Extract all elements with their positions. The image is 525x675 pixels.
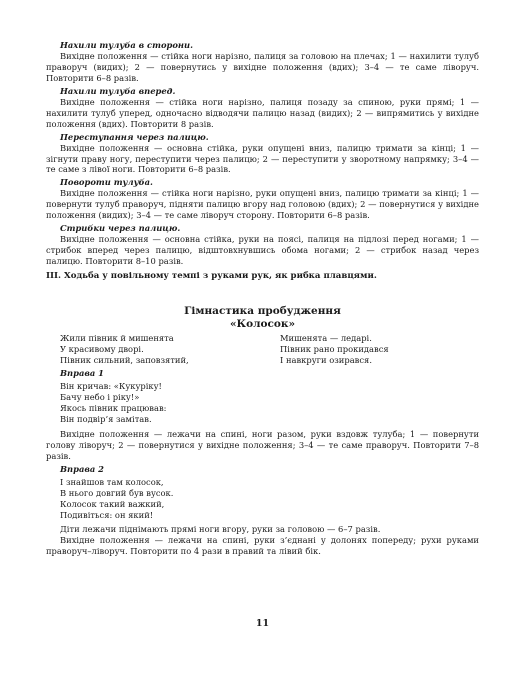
verse-line: Він кричав: «Кукуріку!	[60, 381, 162, 392]
verse-line: Подивіться: он який!	[60, 509, 154, 520]
exercise-heading: Нахили тулуба вперед.	[60, 85, 176, 96]
verse-line: Колосок такий важкий,	[60, 498, 165, 509]
verse-line: Якось півник працював:	[60, 403, 167, 414]
verse-line: Бачу небо і ріку!»	[60, 392, 140, 403]
poem-left-column	[60, 333, 280, 366]
poem-line: Мишенята — ледарі.	[280, 333, 372, 344]
exercise-2	[46, 464, 479, 557]
exercise-1	[46, 368, 479, 462]
exercise-text: Вихідне положення — стійка ноги нарізно, руки опущені вниз, палицю тримати за кінці; 1 — повернути тулуб праворуч, підняти палицю вгору над головою (вдих); 2 — повернутися у вихідне положення (видих); 3–4 — те саме ліворуч сторону. Повторити 6–8 разів.	[46, 188, 479, 221]
verse-line: І знайшов там колосок,	[60, 476, 164, 487]
poem-line: У красивому дворі.	[60, 344, 144, 355]
exercise-tilt-forward	[46, 86, 479, 130]
exercise-jumps	[46, 223, 479, 267]
exercise-tilt-sides	[46, 40, 479, 84]
poem-line: Півник рано прокидався	[280, 344, 389, 355]
poem-right-column	[280, 333, 479, 366]
exercise-text: Вихідне положення — основна стійка, руки опущені вниз, палицю тримати за кінці; 1 — зігнути праву ногу, переступити через палицю; 2 — переступити у зворотному напрямку; 3–4 — те саме з лівої ноги. Повторити 6–8 разів.	[46, 142, 479, 175]
exercise-text: Вихідне положення — стійка ноги нарізно, палиця за головою на плечах; 1 — нахилити тулуб праворуч (видих); 2 — повернутись у вихідне положення (вдих); 3–4 — те саме ліворуч. Повторити 6–8 разів.	[46, 50, 479, 83]
exercise-heading: Вправа 1	[60, 368, 104, 379]
exercise-text: Вихідне положення — стійка ноги нарізно, палиця позаду за спиною, руки прямі; 1 — нахилити тулуб уперед, одночасно відводячи палицю назад (видих); 2 — випрямитись у вихідне положення (вдих). Повторити 8 разів.	[46, 96, 479, 129]
page-title: Гімнастика пробудження	[184, 305, 341, 318]
exercise-text: Вихідне положення — лежачи на спині, руки з’єднані у долонях попереду; рухи руками праворуч–ліворуч. Повторити по 4 рази в правий та лівий бік.	[46, 534, 479, 556]
exercise-step-over	[46, 132, 479, 176]
exercise-text: Вихідне положення — лежачи на спині, ноги разом, руки вздовж тулуба; 1 — повернути голову ліворуч; 2 — повернутися у вихідне положення; 3–4 — те саме праворуч. Повторити 7–8 разів.	[46, 429, 479, 461]
exercise-verse	[60, 477, 479, 521]
section-three-heading: ІІІ. Ходьба у повільному темпі з руками рук, як рибка плавцями.	[46, 271, 377, 282]
poem-intro	[60, 333, 479, 366]
poem-line: Півник сильний, заповзятий,	[60, 355, 189, 366]
exercise-heading: Повороти тулуба.	[60, 177, 153, 188]
exercise-heading: Переступання через палицю.	[60, 131, 209, 142]
verse-line: Він подвір’я замітав.	[60, 414, 152, 425]
exercise-torso-turns	[46, 177, 479, 221]
exercise-heading: Стрибки через палицю.	[60, 223, 181, 234]
poem-line: Жили півник й мишенята	[60, 333, 174, 344]
exercise-text: Діти лежачи піднімають прямі ноги вгору, руки за головою — 6–7 разів.	[60, 523, 381, 534]
exercise-verse	[60, 381, 479, 425]
page-subtitle: «Колосок»	[229, 318, 296, 331]
poem-line: І навкруги озирався.	[280, 355, 372, 366]
exercise-heading: Нахили тулуба в сторони.	[60, 40, 193, 50]
exercise-text: Вихідне положення — основна стійка, руки на поясі, палиця на підлозі перед ногами; 1 — стрибок вперед через палицю, відштовхнувшись обома ногами; 2 — стрибок назад через палицю. Повторити 8–10 разів.	[46, 234, 479, 267]
page-number: 11	[255, 618, 270, 629]
verse-line: В нього довгий був вусок.	[60, 487, 174, 498]
exercise-heading: Вправа 2	[60, 463, 104, 474]
